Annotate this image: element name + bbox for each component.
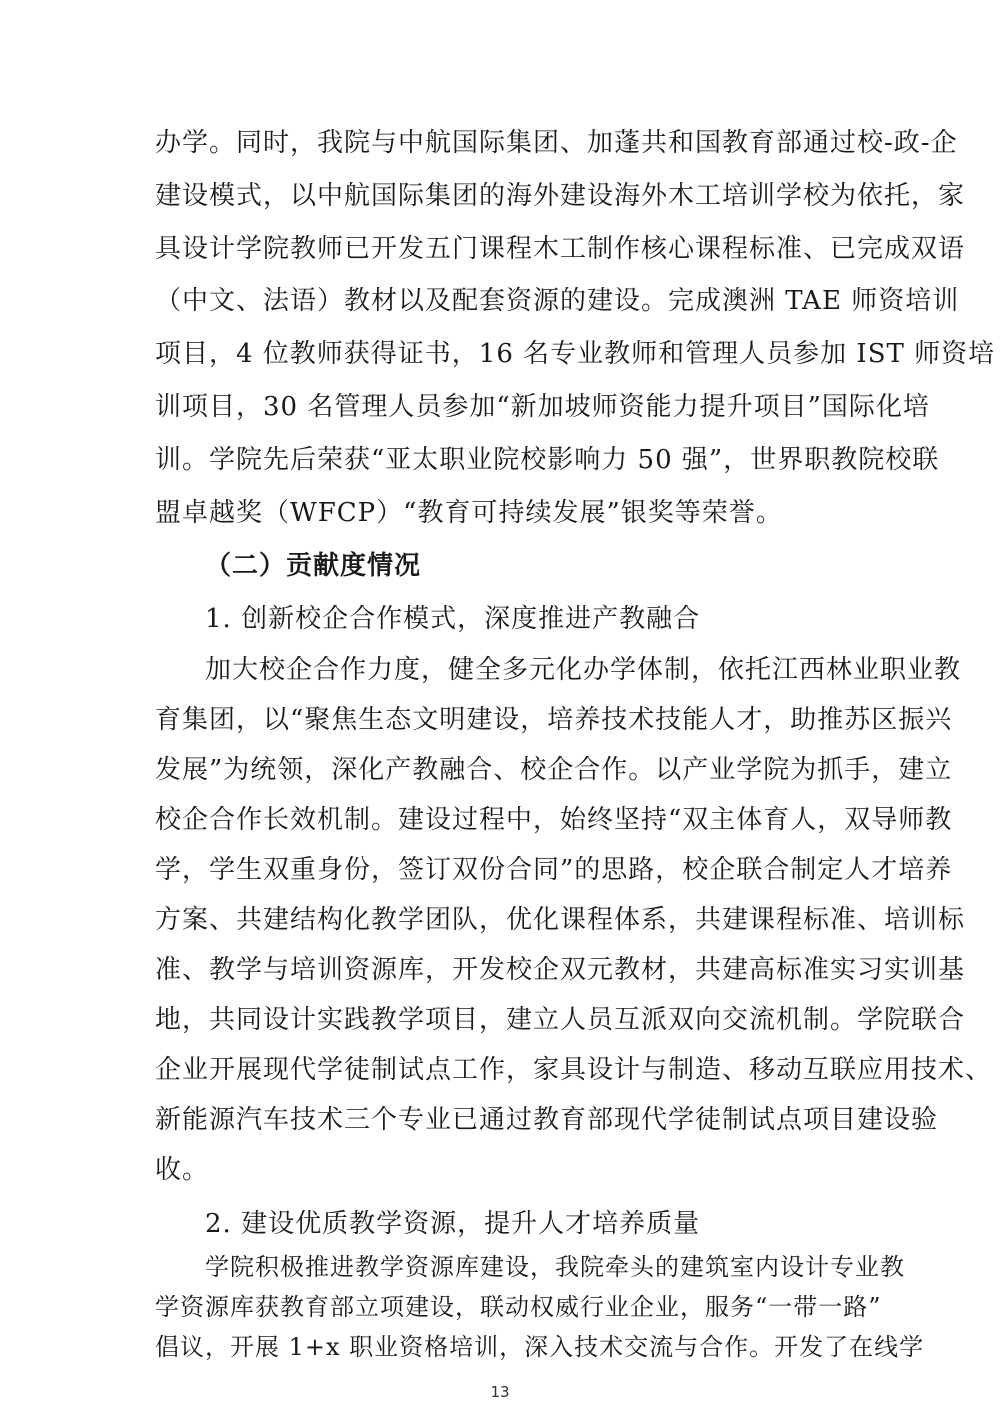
subsection-heading-2: 2. 建设优质教学资源，提升人才培养质量: [205, 1209, 701, 1239]
text-line: 企业开展现代学徒制试点工作，家具设计与制造、移动互联应用技术、: [155, 1055, 993, 1085]
text-line: 校企合作长效机制。建设过程中，始终坚持“双主体育人，双导师教: [155, 805, 953, 835]
text-line: 地，共同设计实践教学项目，建立人员互派双向交流机制。学院联合: [155, 1005, 966, 1035]
text-line: 发展”为统领，深化产教融合、校企合作。以产业学院为抓手，建立: [155, 755, 953, 785]
text-line: 学院积极推进教学资源库建设，我院牵头的建筑室内设计专业教: [205, 1253, 905, 1281]
text-line: 准、教学与培训资源库，开发校企双元教材，共建高标准实习实训基: [155, 955, 966, 985]
text-line: 项目，4 位教师获得证书，16 名专业教师和管理人员参加 IST 师资培: [155, 339, 996, 369]
text-line: 训。学院先后荣获“亚太职业院校影响力 50 强”，世界职教院校联: [155, 445, 940, 475]
text-line: 建设模式，以中航国际集团的海外建设海外木工培训学校为依托，家: [155, 181, 966, 211]
section-heading: （二）贡献度情况: [205, 551, 422, 581]
text-line: 学，学生双重身份，签订双份合同”的思路，校企联合制定人才培养: [155, 855, 953, 885]
text-line: （中文、法语）教材以及配套资源的建设。完成澳洲 TAE 师资培训: [155, 286, 960, 316]
text-line: 加大校企合作力度，健全多元化办学体制，依托江西林业职业教: [205, 655, 962, 685]
page-number: 13: [490, 1383, 510, 1401]
text-line: 育集团，以“聚焦生态文明建设，培养技术技能人才，助推苏区振兴: [155, 705, 953, 735]
text-line: 收。: [155, 1155, 210, 1185]
text-line: 办学。同时，我院与中航国际集团、加蓬共和国教育部通过校-政-企: [155, 128, 958, 158]
text-line: 训项目，30 名管理人员参加“新加坡师资能力提升项目”国际化培: [155, 392, 930, 422]
text-line: 倡议，开展 1+x 职业资格培训，深入技术交流与合作。开发了在线学: [155, 1333, 925, 1361]
text-line: 新能源汽车技术三个专业已通过教育部现代学徒制试点项目建设验: [155, 1105, 939, 1135]
text-line: 盟卓越奖（WFCP）“教育可持续发展”银奖等荣誉。: [155, 498, 783, 528]
text-line: 方案、共建结构化教学团队，优化课程体系，共建课程标准、培训标: [155, 905, 966, 935]
subsection-heading-1: 1. 创新校企合作模式，深度推进产教融合: [205, 604, 701, 634]
text-line: 学资源库获教育部立项建设，联动权威行业企业，服务“一带一路”: [155, 1293, 882, 1321]
text-line: 具设计学院教师已开发五门课程木工制作核心课程标准、已完成双语: [155, 234, 966, 264]
